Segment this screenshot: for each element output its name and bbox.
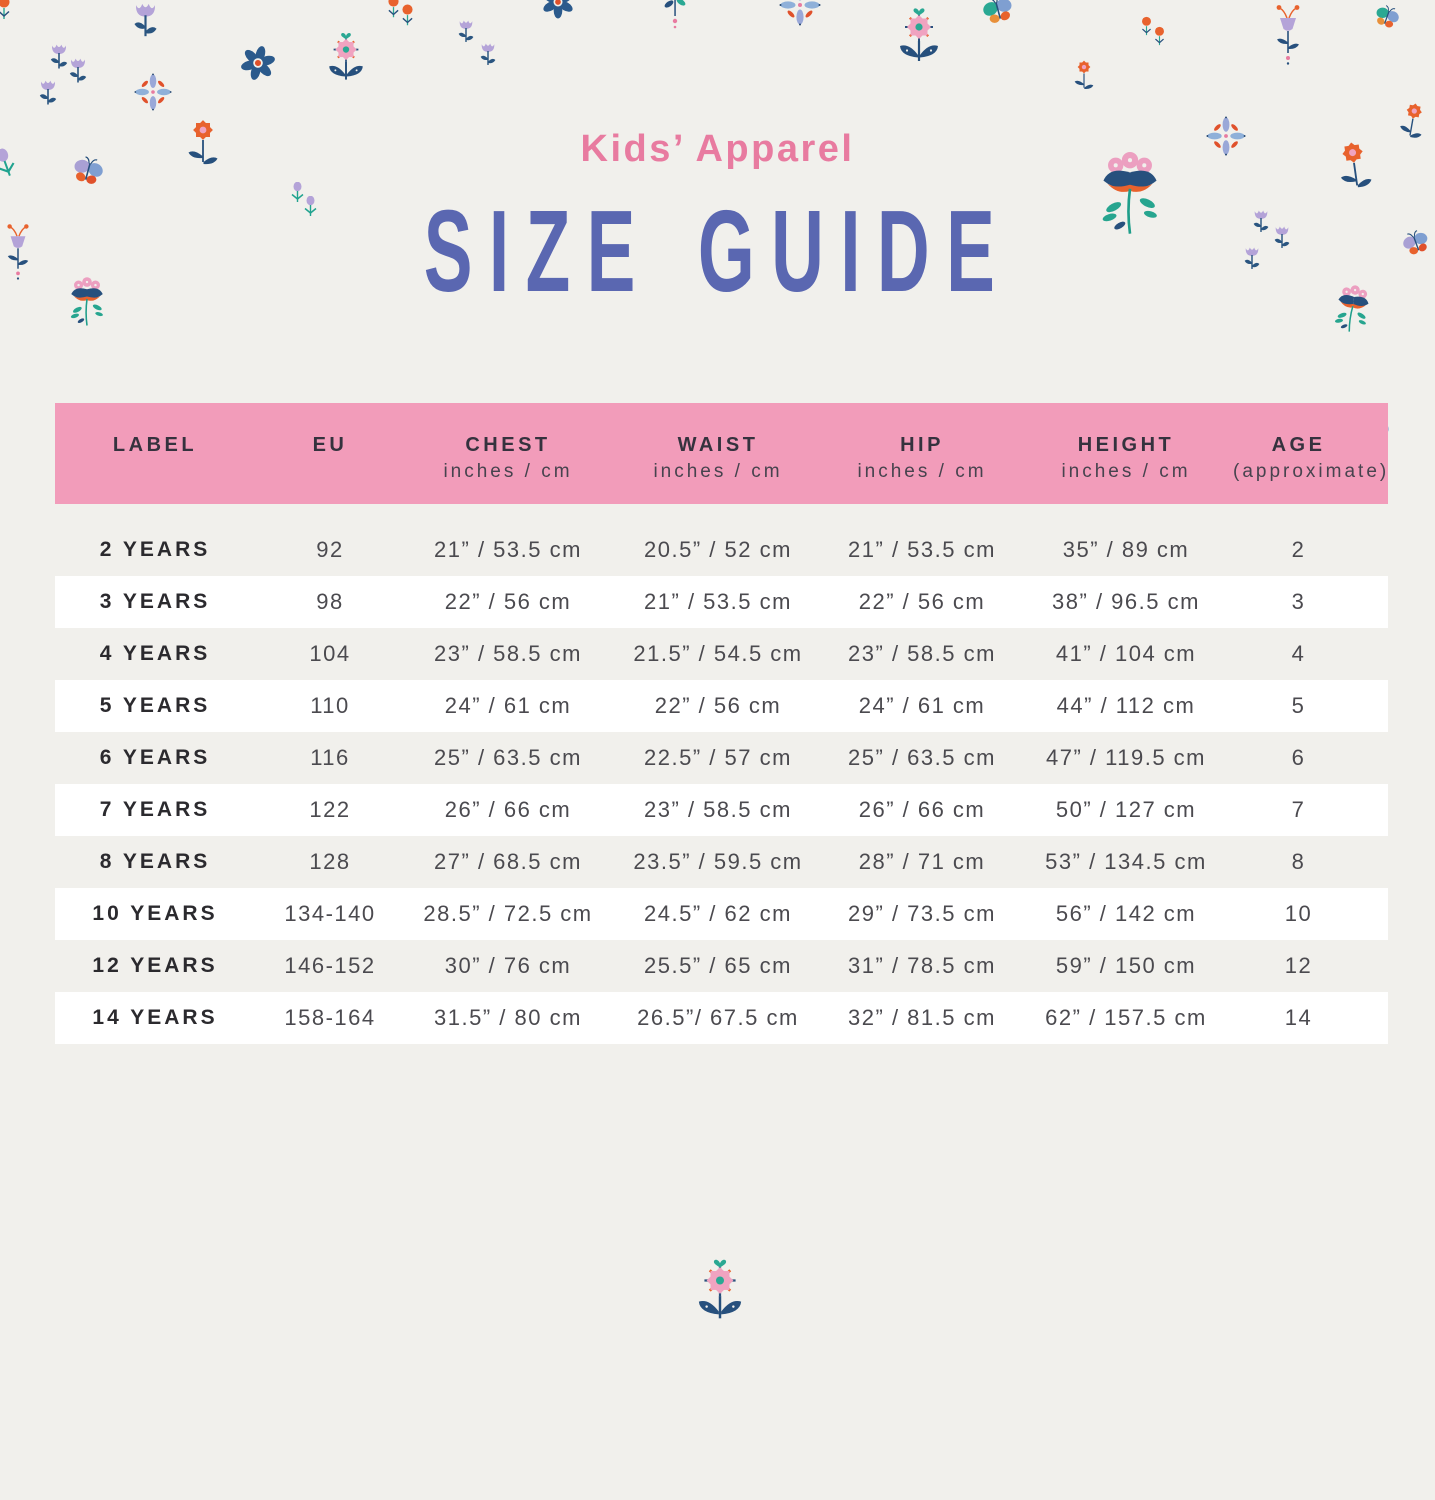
cell-waist: 21” / 53.5 cm	[644, 589, 792, 614]
cell-height: 44” / 112 cm	[1056, 693, 1196, 718]
dot-flower-icon	[386, 0, 401, 20]
cell-height: 59” / 150 cm	[1055, 953, 1197, 978]
cell-chest: 23” / 58.5 cm	[434, 641, 582, 666]
cell-age: 5	[1291, 693, 1306, 718]
cell-waist: 24.5” / 62 cm	[644, 901, 792, 926]
cell-hip: 21” / 53.5 cm	[848, 537, 996, 562]
dot-flower-icon	[400, 4, 415, 28]
row-label: 5 YEARS	[99, 694, 211, 717]
cell-waist: 23” / 58.5 cm	[644, 797, 792, 822]
cell-hip: 22” / 56 cm	[858, 589, 986, 614]
tulip-flower-icon	[1252, 208, 1270, 237]
cell-eu: 104	[309, 641, 351, 666]
cell-age: 12	[1284, 953, 1313, 978]
column-label: CHEST	[465, 434, 551, 456]
cell-age: 3	[1291, 589, 1306, 614]
row-label: 10 YEARS	[92, 902, 218, 925]
antenna-flower-icon	[5, 222, 31, 282]
daisy-flower-icon	[540, 0, 576, 20]
star-flower-icon	[1072, 58, 1096, 98]
bloom-flower-icon	[1324, 281, 1379, 343]
star-cross-icon	[134, 73, 172, 111]
column-label: WAIST	[677, 434, 759, 456]
cell-eu: 158-164	[284, 1005, 376, 1030]
cell-chest: 21” / 53.5 cm	[434, 537, 582, 562]
column-label: EU	[312, 434, 348, 456]
tulip-flower-icon	[479, 41, 497, 70]
cell-waist: 22” / 56 cm	[654, 693, 782, 718]
dot-flower-icon	[1140, 16, 1153, 38]
cell-waist: 23.5” / 59.5 cm	[633, 849, 803, 874]
cell-eu: 92	[316, 537, 344, 562]
size-table	[55, 524, 1388, 1044]
cell-hip: 26” / 66 cm	[858, 797, 986, 822]
row-label: 4 YEARS	[99, 642, 211, 665]
cell-height: 62” / 157.5 cm	[1045, 1005, 1207, 1030]
column-label: AGE	[1271, 434, 1326, 456]
cell-eu: 98	[316, 589, 344, 614]
dot-flower-icon	[0, 0, 12, 22]
cell-hip: 31” / 78.5 cm	[848, 953, 996, 978]
cell-waist: 25.5” / 65 cm	[644, 953, 792, 978]
table-row-14-years	[55, 992, 1388, 1044]
cell-hip: 29” / 73.5 cm	[848, 901, 996, 926]
cell-height: 47” / 119.5 cm	[1046, 745, 1206, 770]
column-sublabel: inches / cm	[1061, 461, 1191, 482]
table-row-3-years	[55, 576, 1388, 628]
tulip-flower-icon	[49, 42, 69, 74]
cell-hip: 24” / 61 cm	[858, 693, 986, 718]
butterfly-icon	[1398, 226, 1433, 260]
row-label: 8 YEARS	[99, 850, 211, 873]
cell-chest: 25” / 63.5 cm	[434, 745, 582, 770]
cell-waist: 20.5” / 52 cm	[644, 537, 792, 562]
cell-eu: 110	[310, 693, 350, 718]
cell-age: 10	[1284, 901, 1313, 926]
column-sublabel: inches / cm	[653, 461, 783, 482]
butterfly-alt-icon	[979, 0, 1018, 29]
cell-height: 50” / 127 cm	[1055, 797, 1197, 822]
cell-hip: 28” / 71 cm	[858, 849, 986, 874]
cell-height: 41” / 104 cm	[1055, 641, 1197, 666]
column-sublabel: inches / cm	[857, 461, 987, 482]
cell-eu: 122	[309, 797, 351, 822]
cell-age: 8	[1291, 849, 1306, 874]
column-header-waist	[611, 432, 825, 504]
row-label: 3 YEARS	[99, 590, 211, 613]
row-label: 7 YEARS	[99, 798, 211, 821]
tulip-flower-icon	[1243, 245, 1261, 274]
cell-chest: 22” / 56 cm	[444, 589, 572, 614]
bloom-flower-icon	[62, 276, 112, 334]
column-header-chest	[405, 432, 611, 504]
column-header-hip	[825, 432, 1019, 504]
row-label: 12 YEARS	[92, 954, 218, 977]
column-header-height	[1019, 432, 1233, 504]
folk-flower-icon	[323, 30, 369, 85]
cell-age: 2	[1291, 537, 1306, 562]
cell-chest: 28.5” / 72.5 cm	[423, 901, 593, 926]
column-header-age	[1233, 432, 1388, 504]
column-label: HEIGHT	[1077, 434, 1175, 456]
star-cross-icon	[779, 0, 821, 26]
cell-height: 56” / 142 cm	[1055, 901, 1197, 926]
column-sublabel: (approximate)	[1233, 461, 1390, 482]
cell-height: 53” / 134.5 cm	[1045, 849, 1207, 874]
tulip-flower-icon	[457, 18, 475, 47]
cell-age: 6	[1291, 745, 1306, 770]
cell-age: 4	[1291, 641, 1306, 666]
tulip-flower-icon	[38, 78, 58, 110]
cell-eu: 128	[309, 849, 351, 874]
cell-chest: 24” / 61 cm	[444, 693, 572, 718]
table-row-10-years	[55, 888, 1388, 940]
cell-chest: 31.5” / 80 cm	[434, 1005, 582, 1030]
row-label: 14 YEARS	[92, 1006, 218, 1029]
cell-age: 14	[1284, 1005, 1313, 1030]
table-row-8-years	[55, 836, 1388, 888]
column-sublabel: inches / cm	[443, 461, 573, 482]
row-label: 6 YEARS	[99, 746, 211, 769]
column-header-label	[55, 432, 255, 504]
cell-hip: 32” / 81.5 cm	[848, 1005, 996, 1030]
table-row-4-years	[55, 628, 1388, 680]
folk-flower-icon	[893, 5, 945, 67]
page-title: SIZE GUIDE	[423, 186, 1012, 316]
table-row-12-years	[55, 940, 1388, 992]
dot-flower-icon	[1153, 26, 1166, 48]
cell-hip: 23” / 58.5 cm	[848, 641, 996, 666]
cell-height: 38” / 96.5 cm	[1052, 589, 1200, 614]
daisy-flower-icon	[235, 40, 282, 87]
navy-sprig-icon	[664, 0, 686, 31]
cell-chest: 30” / 76 cm	[444, 953, 572, 978]
cell-eu: 116	[310, 745, 350, 770]
cell-hip: 25” / 63.5 cm	[848, 745, 996, 770]
column-label: LABEL	[112, 434, 198, 456]
folk-flower-icon	[691, 1256, 749, 1325]
cell-chest: 26” / 66 cm	[444, 797, 572, 822]
tulip-flower-icon	[1273, 224, 1291, 253]
tulip-flower-icon	[68, 56, 88, 88]
page-subtitle: Kids’ Apparel	[580, 128, 855, 170]
table-row-5-years	[55, 680, 1388, 732]
table-row-7-years	[55, 784, 1388, 836]
cell-waist: 22.5” / 57 cm	[644, 745, 792, 770]
table-header	[55, 403, 1388, 504]
antenna-flower-icon	[1274, 4, 1302, 66]
cell-chest: 27” / 68.5 cm	[434, 849, 582, 874]
cell-eu: 146-152	[284, 953, 376, 978]
cell-height: 35” / 89 cm	[1062, 537, 1190, 562]
cell-age: 7	[1291, 797, 1306, 822]
cell-waist: 26.5”/ 67.5 cm	[637, 1005, 799, 1030]
row-label: 2 YEARS	[99, 538, 211, 561]
table-row-6-years	[55, 732, 1388, 784]
column-header-eu	[255, 432, 405, 504]
butterfly-alt-icon	[1371, 1, 1404, 32]
table-row-2-years	[55, 524, 1388, 576]
cell-eu: 134-140	[284, 901, 376, 926]
column-label: HIP	[900, 434, 944, 456]
tulip-flower-icon	[132, 0, 159, 44]
cell-waist: 21.5” / 54.5 cm	[633, 641, 803, 666]
